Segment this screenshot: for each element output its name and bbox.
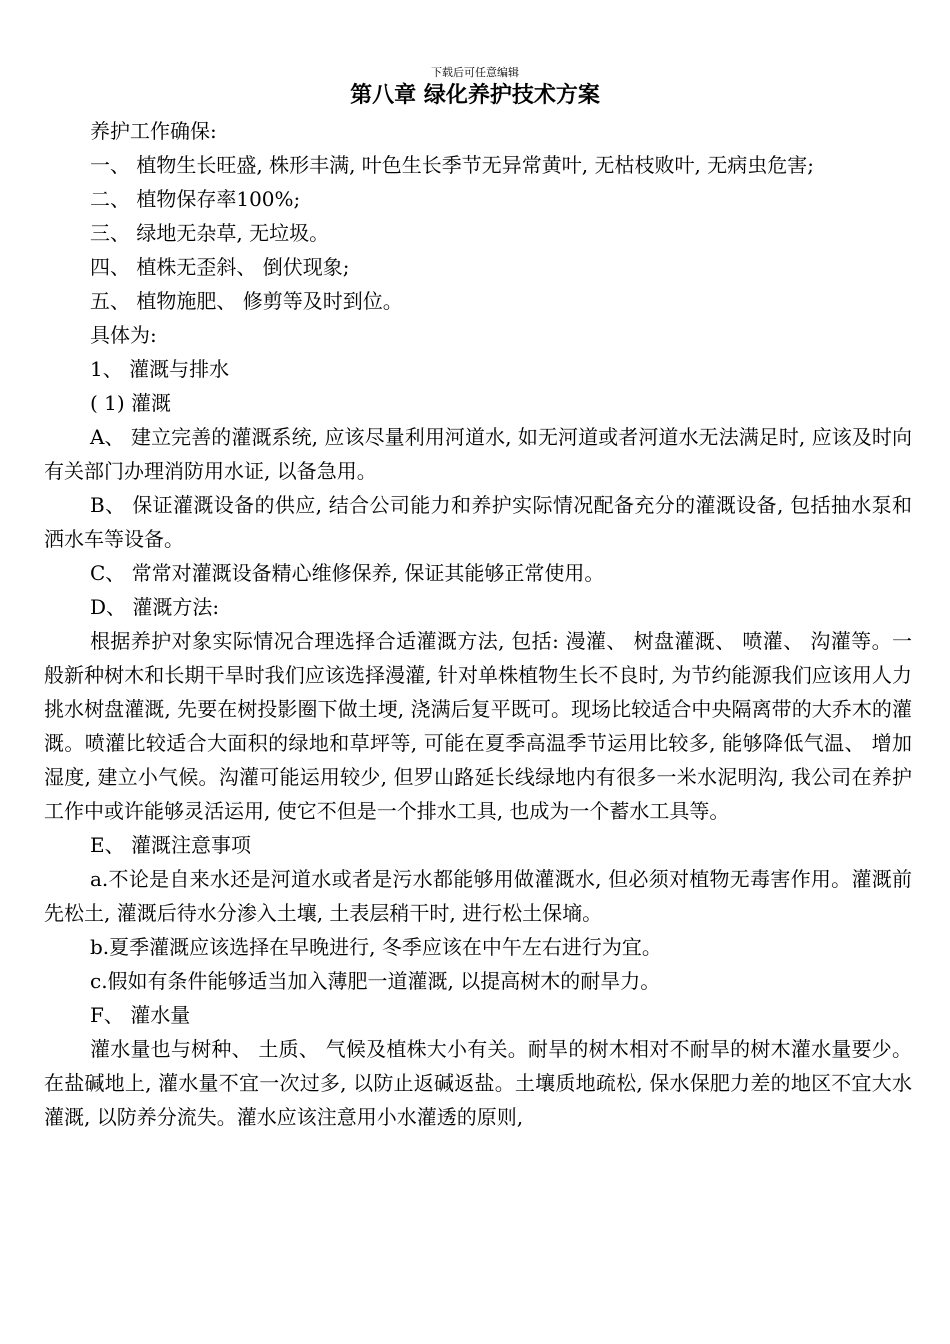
paragraph: 养护工作确保: xyxy=(90,119,217,143)
subsection-heading: ( 1) 灌溉 xyxy=(90,391,172,415)
header-note: 下载后可任意编辑 xyxy=(431,66,519,79)
document-body xyxy=(44,114,912,1134)
paragraph: C、 常常对灌溉设备精心维修保养, 保证其能够正常使用。 xyxy=(90,561,605,585)
paragraph: D、 灌溉方法: xyxy=(90,595,220,619)
paragraph: 灌水量也与树种、 土质、 气候及植株大小有关。耐旱的树木相对不耐旱的树木灌水量要少。在盐碱地上, 灌水量不宜一次过多, 以防止返碱返盐。土壤质地疏松, 保水保肥力差的地区不宜大水灌溉, 以防养分流失。灌水应该注意用小水灌透的原则, xyxy=(44,1037,912,1129)
paragraph: 三、 绿地无杂草, 无垃圾。 xyxy=(90,221,330,245)
paragraph: b.夏季灌溉应该选择在早晚进行, 冬季应该在中午左右进行为宜。 xyxy=(90,935,662,959)
paragraph: F、 灌水量 xyxy=(90,1003,191,1027)
paragraph: 具体为: xyxy=(90,323,157,347)
section-heading: 1、 灌溉与排水 xyxy=(90,357,230,381)
chapter-title: 第八章 绿化养护技术方案 xyxy=(350,83,600,108)
paragraph: c.假如有条件能够适当加入薄肥一道灌溉, 以提高树木的耐旱力。 xyxy=(90,969,661,993)
paragraph: B、 保证灌溉设备的供应, 结合公司能力和养护实际情况配备充分的灌溉设备, 包括抽水泵和洒水车等设备。 xyxy=(44,493,912,551)
paragraph: a.不论是自来水还是河道水或者是污水都能够用做灌溉水, 但必须对植物无毒害作用。灌溉前先松土, 灌溉后待水分渗入土壤, 土表层稍干时, 进行松土保墒。 xyxy=(44,867,912,925)
paragraph: E、 灌溉注意事项 xyxy=(90,833,251,857)
paragraph: 二、 植物保存率100%; xyxy=(90,187,301,211)
paragraph: 五、 植物施肥、 修剪等及时到位。 xyxy=(90,289,403,313)
paragraph: 一、 植物生长旺盛, 株形丰满, 叶色生长季节无异常黄叶, 无枯枝败叶, 无病虫危害; xyxy=(90,153,814,177)
paragraph: A、 建立完善的灌溉系统, 应该尽量利用河道水, 如无河道或者河道水无法满足时, 应该及时向有关部门办理消防用水证, 以备急用。 xyxy=(44,425,912,483)
paragraph: 根据养护对象实际情况合理选择合适灌溉方法, 包括: 漫灌、 树盘灌溉、 喷灌、 沟灌等。一般新种树木和长期干旱时我们应该选择漫灌, 针对单株植物生长不良时, 为节约能源我们应该用人力挑水树盘灌溉, 先要在树投影圈下做土埂, 浇满后复平既可。现场比较适合中央隔离带的大乔木的灌溉。喷灌比较适合大面积的绿地和草坪等, 可能在夏季高温季节运用比较多, 能够降低气温、 增加湿度, 建立小气候。沟灌可能运用较少, 但罗山路延长线绿地内有很多一米水泥明沟, 我公司在养护工作中或许能够灵活运用, 使它不但是一个排水工具, 也成为一个蓄水工具等。 xyxy=(44,629,912,823)
paragraph: 四、 植株无歪斜、 倒伏现象; xyxy=(90,255,350,279)
